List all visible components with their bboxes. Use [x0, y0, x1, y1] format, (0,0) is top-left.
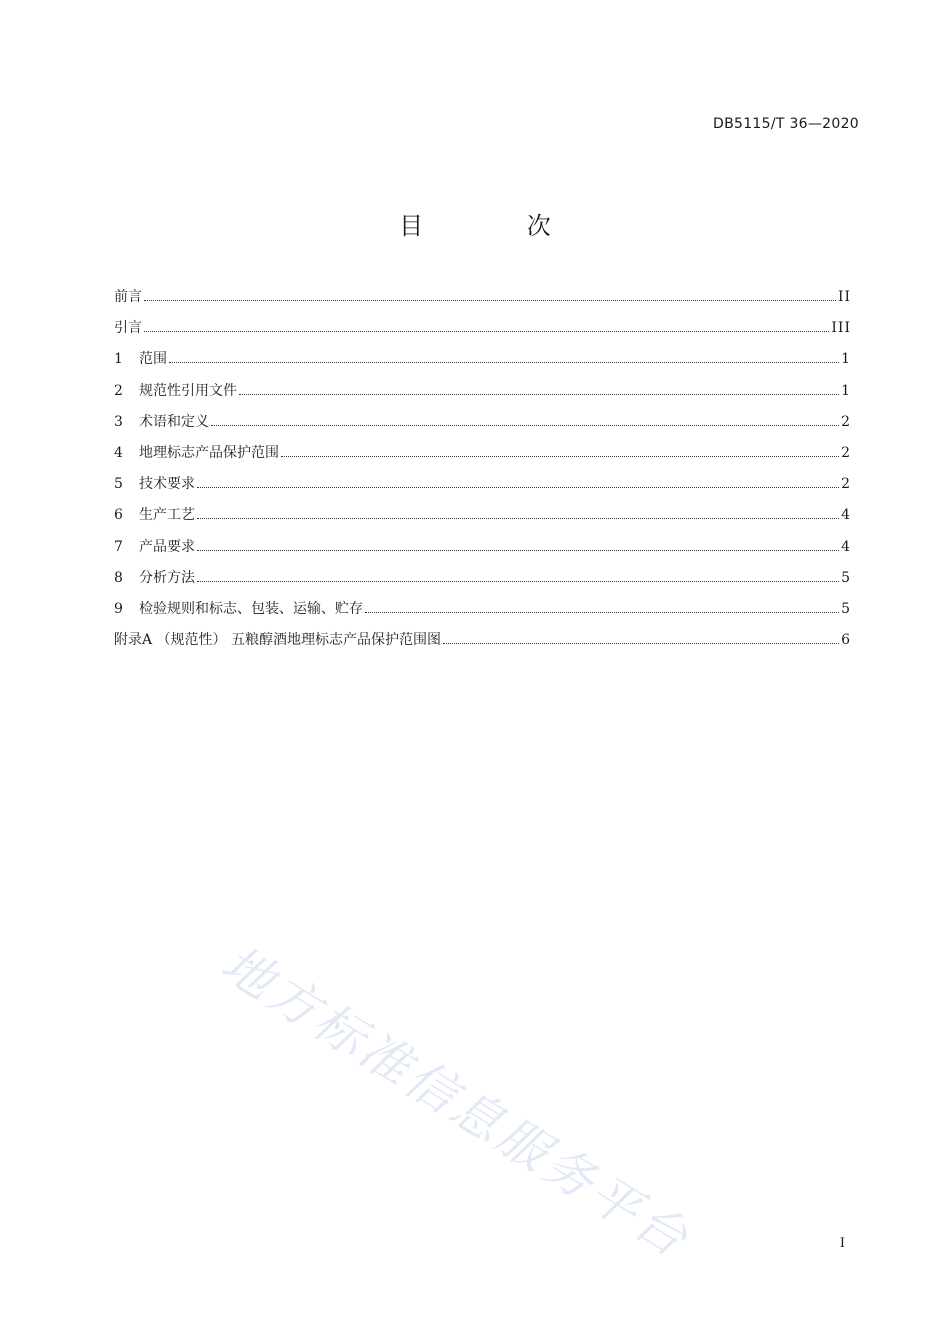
toc-entry-foreword[interactable]	[114, 286, 851, 317]
toc-entry-product-requirements[interactable]	[114, 536, 851, 567]
toc-entry-analysis-methods[interactable]	[114, 567, 851, 598]
toc-entry-normative-references[interactable]	[114, 380, 851, 411]
toc-leader-dots	[169, 362, 839, 363]
toc-entry-page: 2	[841, 444, 851, 461]
toc-entry-label: 地理标志产品保护范围	[139, 444, 279, 461]
toc-entry-number: 6	[114, 507, 123, 524]
toc-entry-page: 1	[841, 382, 851, 399]
toc-leader-dots	[197, 581, 839, 582]
toc-leader-dots	[365, 612, 839, 613]
document-code: DB5115/T 36—2020	[713, 116, 859, 132]
toc-leader-dots	[197, 518, 839, 519]
toc-leader-dots	[281, 456, 839, 457]
toc-entry-number: 5	[114, 476, 123, 493]
toc-entry-page: II	[837, 289, 851, 305]
toc-entry-production-process[interactable]	[114, 504, 851, 535]
toc-entry-introduction[interactable]	[114, 317, 851, 348]
toc-entry-label: 规范性引用文件	[139, 382, 237, 399]
toc-entry-label: 前言	[114, 289, 142, 305]
page-number: I	[839, 1236, 845, 1251]
toc-entry-page: 6	[841, 632, 851, 649]
toc-entry-number: 7	[114, 538, 123, 555]
toc-entry-page: III	[831, 320, 851, 337]
toc-leader-dots	[239, 394, 839, 395]
toc-entry-label: 检验规则和标志、包装、运输、贮存	[139, 600, 363, 617]
toc-entry-page: 1	[841, 351, 851, 368]
toc-title: 目 次	[399, 212, 599, 240]
toc-entry-page: 4	[841, 538, 851, 555]
toc-entry-label: 技术要求	[139, 476, 195, 493]
toc-leader-dots	[144, 331, 829, 332]
toc-entry-number: 1	[114, 351, 123, 368]
toc-entry-number: 8	[114, 569, 123, 586]
toc-leader-dots	[144, 300, 836, 301]
toc-entry-label: 范围	[139, 351, 167, 368]
toc-entry-number: 3	[114, 413, 123, 430]
toc-entry-appendix-a[interactable]	[114, 629, 851, 660]
toc-entry-technical-requirements[interactable]	[114, 473, 851, 504]
toc-leader-dots	[443, 643, 839, 644]
toc-entry-label: 引言	[114, 320, 142, 337]
toc-entry-page: 5	[841, 569, 851, 586]
toc-entry-label: 附录A （规范性） 五粮醇酒地理标志产品保护范围图	[114, 632, 442, 649]
toc-entry-label: 术语和定义	[139, 413, 209, 430]
toc-leader-dots	[197, 550, 839, 551]
toc-entry-protection-scope[interactable]	[114, 442, 851, 473]
toc-entry-scope[interactable]	[114, 348, 851, 379]
toc-entry-terms-definitions[interactable]	[114, 411, 851, 442]
toc-entry-inspection-packaging[interactable]	[114, 598, 851, 629]
table-of-contents	[114, 286, 851, 660]
toc-leader-dots	[197, 487, 839, 488]
toc-entry-page: 5	[841, 600, 851, 617]
toc-entry-label: 分析方法	[139, 569, 195, 586]
toc-entry-label: 生产工艺	[139, 507, 195, 524]
toc-entry-page: 2	[841, 476, 851, 493]
toc-leader-dots	[211, 425, 839, 426]
toc-entry-page: 2	[841, 413, 851, 430]
toc-entry-number: 2	[114, 382, 123, 399]
toc-entry-page: 4	[841, 507, 851, 524]
toc-entry-number: 4	[114, 444, 123, 461]
toc-entry-number: 9	[114, 600, 123, 617]
toc-entry-label: 产品要求	[139, 538, 195, 555]
watermark: 地方标准信息服务平台	[211, 934, 701, 1270]
